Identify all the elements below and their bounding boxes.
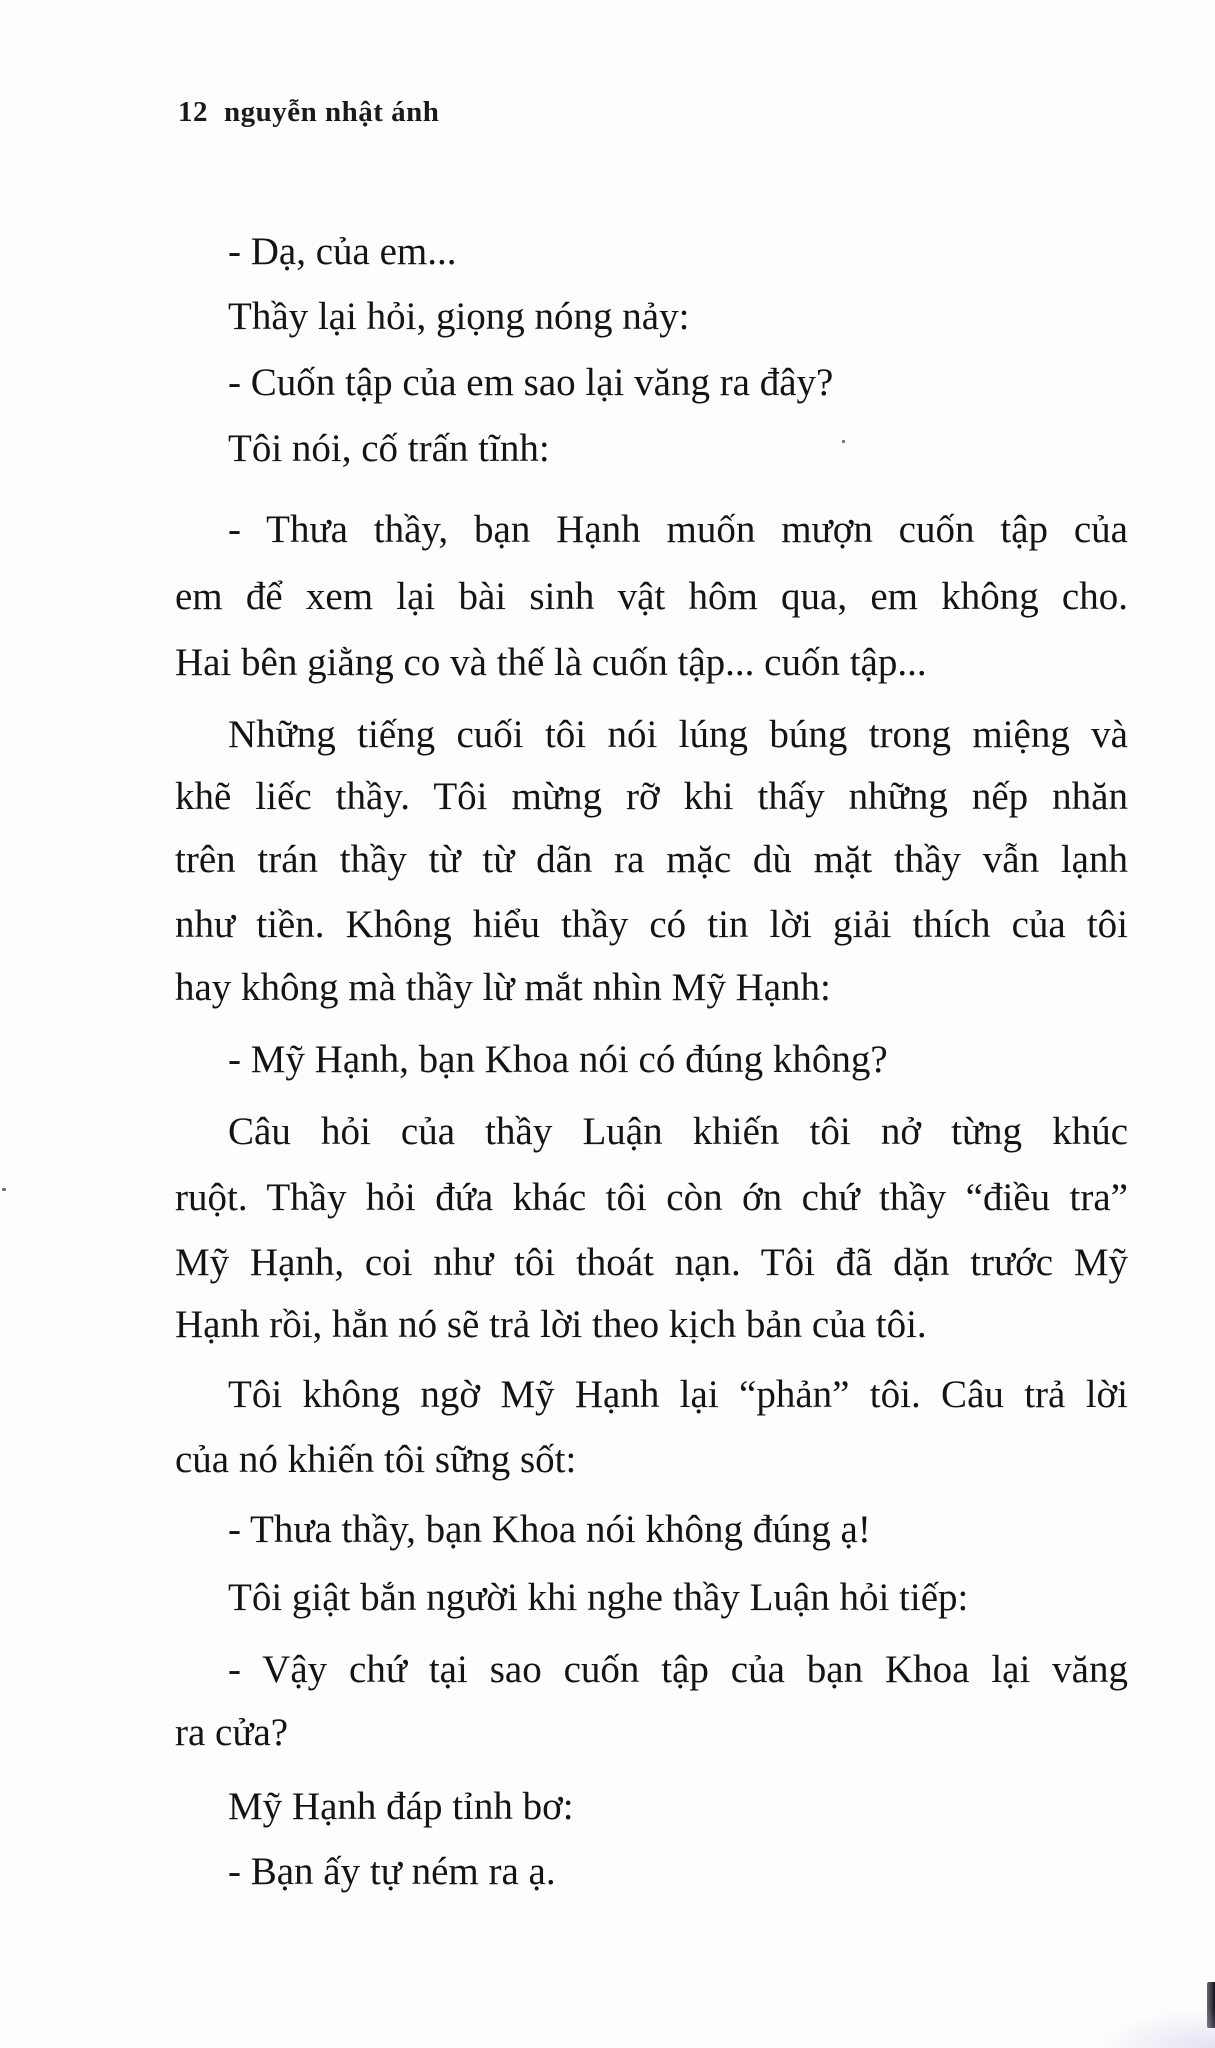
paper-speck: [842, 440, 845, 443]
text-line: - Thưa thầy, bạn Hạnh muốn mượn cuốn tập của: [228, 508, 1128, 551]
text-line: Hai bên giằng co và thế là cuốn tập... cuốn tập...: [175, 641, 927, 684]
text-line: Tôi giật bắn người khi nghe thầy Luận hỏi tiếp:: [228, 1576, 969, 1619]
text-line: - Dạ, của em...: [228, 230, 457, 273]
text-line: Câu hỏi của thầy Luận khiến tôi nở từng khúc: [228, 1110, 1128, 1153]
text-line: - Bạn ấy tự ném ra ạ.: [228, 1850, 556, 1893]
text-line: Hạnh rồi, hẳn nó sẽ trả lời theo kịch bản của tôi.: [175, 1303, 927, 1346]
text-line: như tiền. Không hiểu thầy có tin lời giải thích của tôi: [175, 903, 1128, 946]
paper-speck: [2, 1188, 6, 1191]
text-line: hay không mà thầy lừ mắt nhìn Mỹ Hạnh:: [175, 966, 831, 1009]
text-line: của nó khiến tôi sững sốt:: [175, 1438, 577, 1481]
text-line: - Cuốn tập của em sao lại văng ra đây?: [228, 361, 834, 404]
text-line: - Thưa thầy, bạn Khoa nói không đúng ạ!: [228, 1508, 871, 1551]
text-line: ruột. Thầy hỏi đứa khác tôi còn ớn chứ thầy “điều tra”: [175, 1176, 1128, 1219]
text-line: trên trán thầy từ từ dãn ra mặc dù mặt thầy vẫn lạnh: [175, 838, 1128, 881]
text-line: Mỹ Hạnh đáp tỉnh bơ:: [228, 1785, 574, 1828]
running-header: [178, 96, 439, 129]
text-line: em để xem lại bài sinh vật hôm qua, em không cho.: [175, 575, 1128, 618]
text-line: Tôi không ngờ Mỹ Hạnh lại “phản” tôi. Câu trả lời: [228, 1373, 1128, 1416]
text-line: Mỹ Hạnh, coi như tôi thoát nạn. Tôi đã dặn trước Mỹ: [175, 1241, 1128, 1284]
text-line: - Mỹ Hạnh, bạn Khoa nói có đúng không?: [228, 1038, 888, 1081]
text-line: Thầy lại hỏi, giọng nóng nảy:: [228, 295, 690, 338]
text-line: khẽ liếc thầy. Tôi mừng rỡ khi thấy những nếp nhăn: [175, 775, 1128, 818]
text-line: Những tiếng cuối tôi nói lúng búng trong miệng và: [228, 713, 1128, 756]
text-line: ra cửa?: [175, 1711, 289, 1754]
text-line: Tôi nói, cố trấn tĩnh:: [228, 427, 550, 470]
text-line: - Vậy chứ tại sao cuốn tập của bạn Khoa lại văng: [228, 1648, 1128, 1691]
page-corner-shadow: [1095, 2008, 1215, 2048]
page-number: 12: [178, 96, 208, 128]
author-name: nguyễn nhật ánh: [224, 96, 440, 128]
